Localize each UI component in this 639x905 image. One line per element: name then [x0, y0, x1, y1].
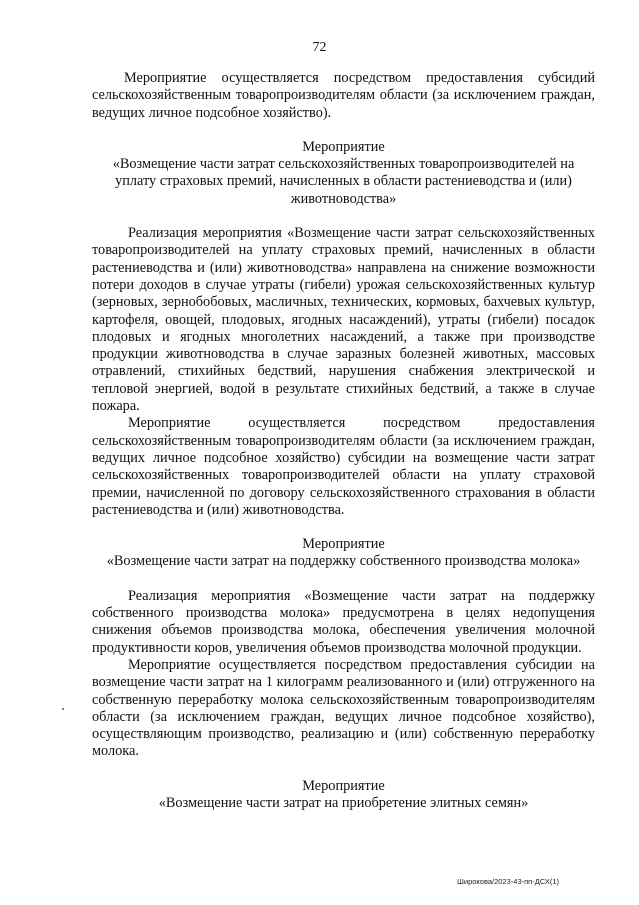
- paragraph-milk-mechanism: Мероприятие осуществляется посредством предоставления субсидии на возмещение части затрат на 1 килограмм реализованного и (или) отгруженного на собственную переработку молока сельскохозяйственным товаропроизводителям области (за исключением граждан, ведущих личное подсобное хозяйство), осуществляющим производство, реализацию и (или) собственную переработку молока.: [92, 656, 595, 760]
- paragraph-subsidy-intro: Мероприятие осуществляется посредством предоставления субсидий сельскохозяйственным товаропроизводителям области (за исключением граждан, ведущих личное подсобное хозяйство).: [92, 70, 595, 121]
- document-body: [92, 70, 595, 812]
- paragraph-milk-goal: Реализация мероприятия «Возмещение части затрат на поддержку собственного производства молока» предусмотрена в целях недопущения снижения объемов производства молока, обеспечения увеличения молочной продуктивности коров, увеличения объемов производства молочной продукции.: [92, 587, 595, 656]
- section-heading-title: «Возмещение части затрат на поддержку собственного производства молока»: [106, 553, 581, 570]
- section-heading-insurance: [92, 139, 595, 208]
- margin-speck: [62, 708, 64, 710]
- page-number: 72: [312, 40, 327, 55]
- paragraph-insurance-goal: Реализация мероприятия «Возмещение части затрат сельскохозяйственных товаропроизводителей на уплату страховых премий, начисленных в области растениеводства и (или) животноводства» направлена на снижение возможности потери доходов в случае утраты (гибели) урожая сельскохозяйственных культур (зерновых, зернобобовых, масличных, технических, кормовых, бахчевых культур, картофеля, овощей, плодовых, ягодных насаждений), утраты (гибели) посадок плодовых и ягодных многолетних насаждений, а также при производстве продукции животноводства в случае заразных болезней животных, массовых отравлений, стихийных бедствий, нарушения снабжения электрической и тепловой энергией, водой в результате стихийных бедствий, а также в случае пожара.: [92, 225, 595, 415]
- section-heading-title: «Возмещение части затрат на приобретение элитных семян»: [158, 794, 529, 811]
- document-code: Широкова/2023-43-пп-ДСХ(1): [457, 877, 559, 886]
- paragraph-insurance-mechanism: Мероприятие осуществляется посредством предоставления сельскохозяйственным товаропроизводителям области (за исключением граждан, ведущих личное подсобное хозяйство) субсидии на возмещение части затрат сельскохозяйственных товаропроизводителей области на уплату страховой премии, начисленной по договору сельскохозяйственного страхования в области растениеводства и (или) животноводства.: [92, 415, 595, 518]
- section-heading-title: «Возмещение части затрат сельскохозяйственных товаропроизводителей на уплату страховых премий, начисленных в области растениеводства и (или) животноводства»: [112, 156, 575, 207]
- section-heading-milk: [92, 536, 595, 571]
- section-heading-elite-seeds: [92, 778, 595, 813]
- section-heading-label: Мероприятие: [302, 536, 385, 553]
- section-heading-label: Мероприятие: [302, 777, 385, 794]
- section-heading-label: Мероприятие: [302, 138, 385, 155]
